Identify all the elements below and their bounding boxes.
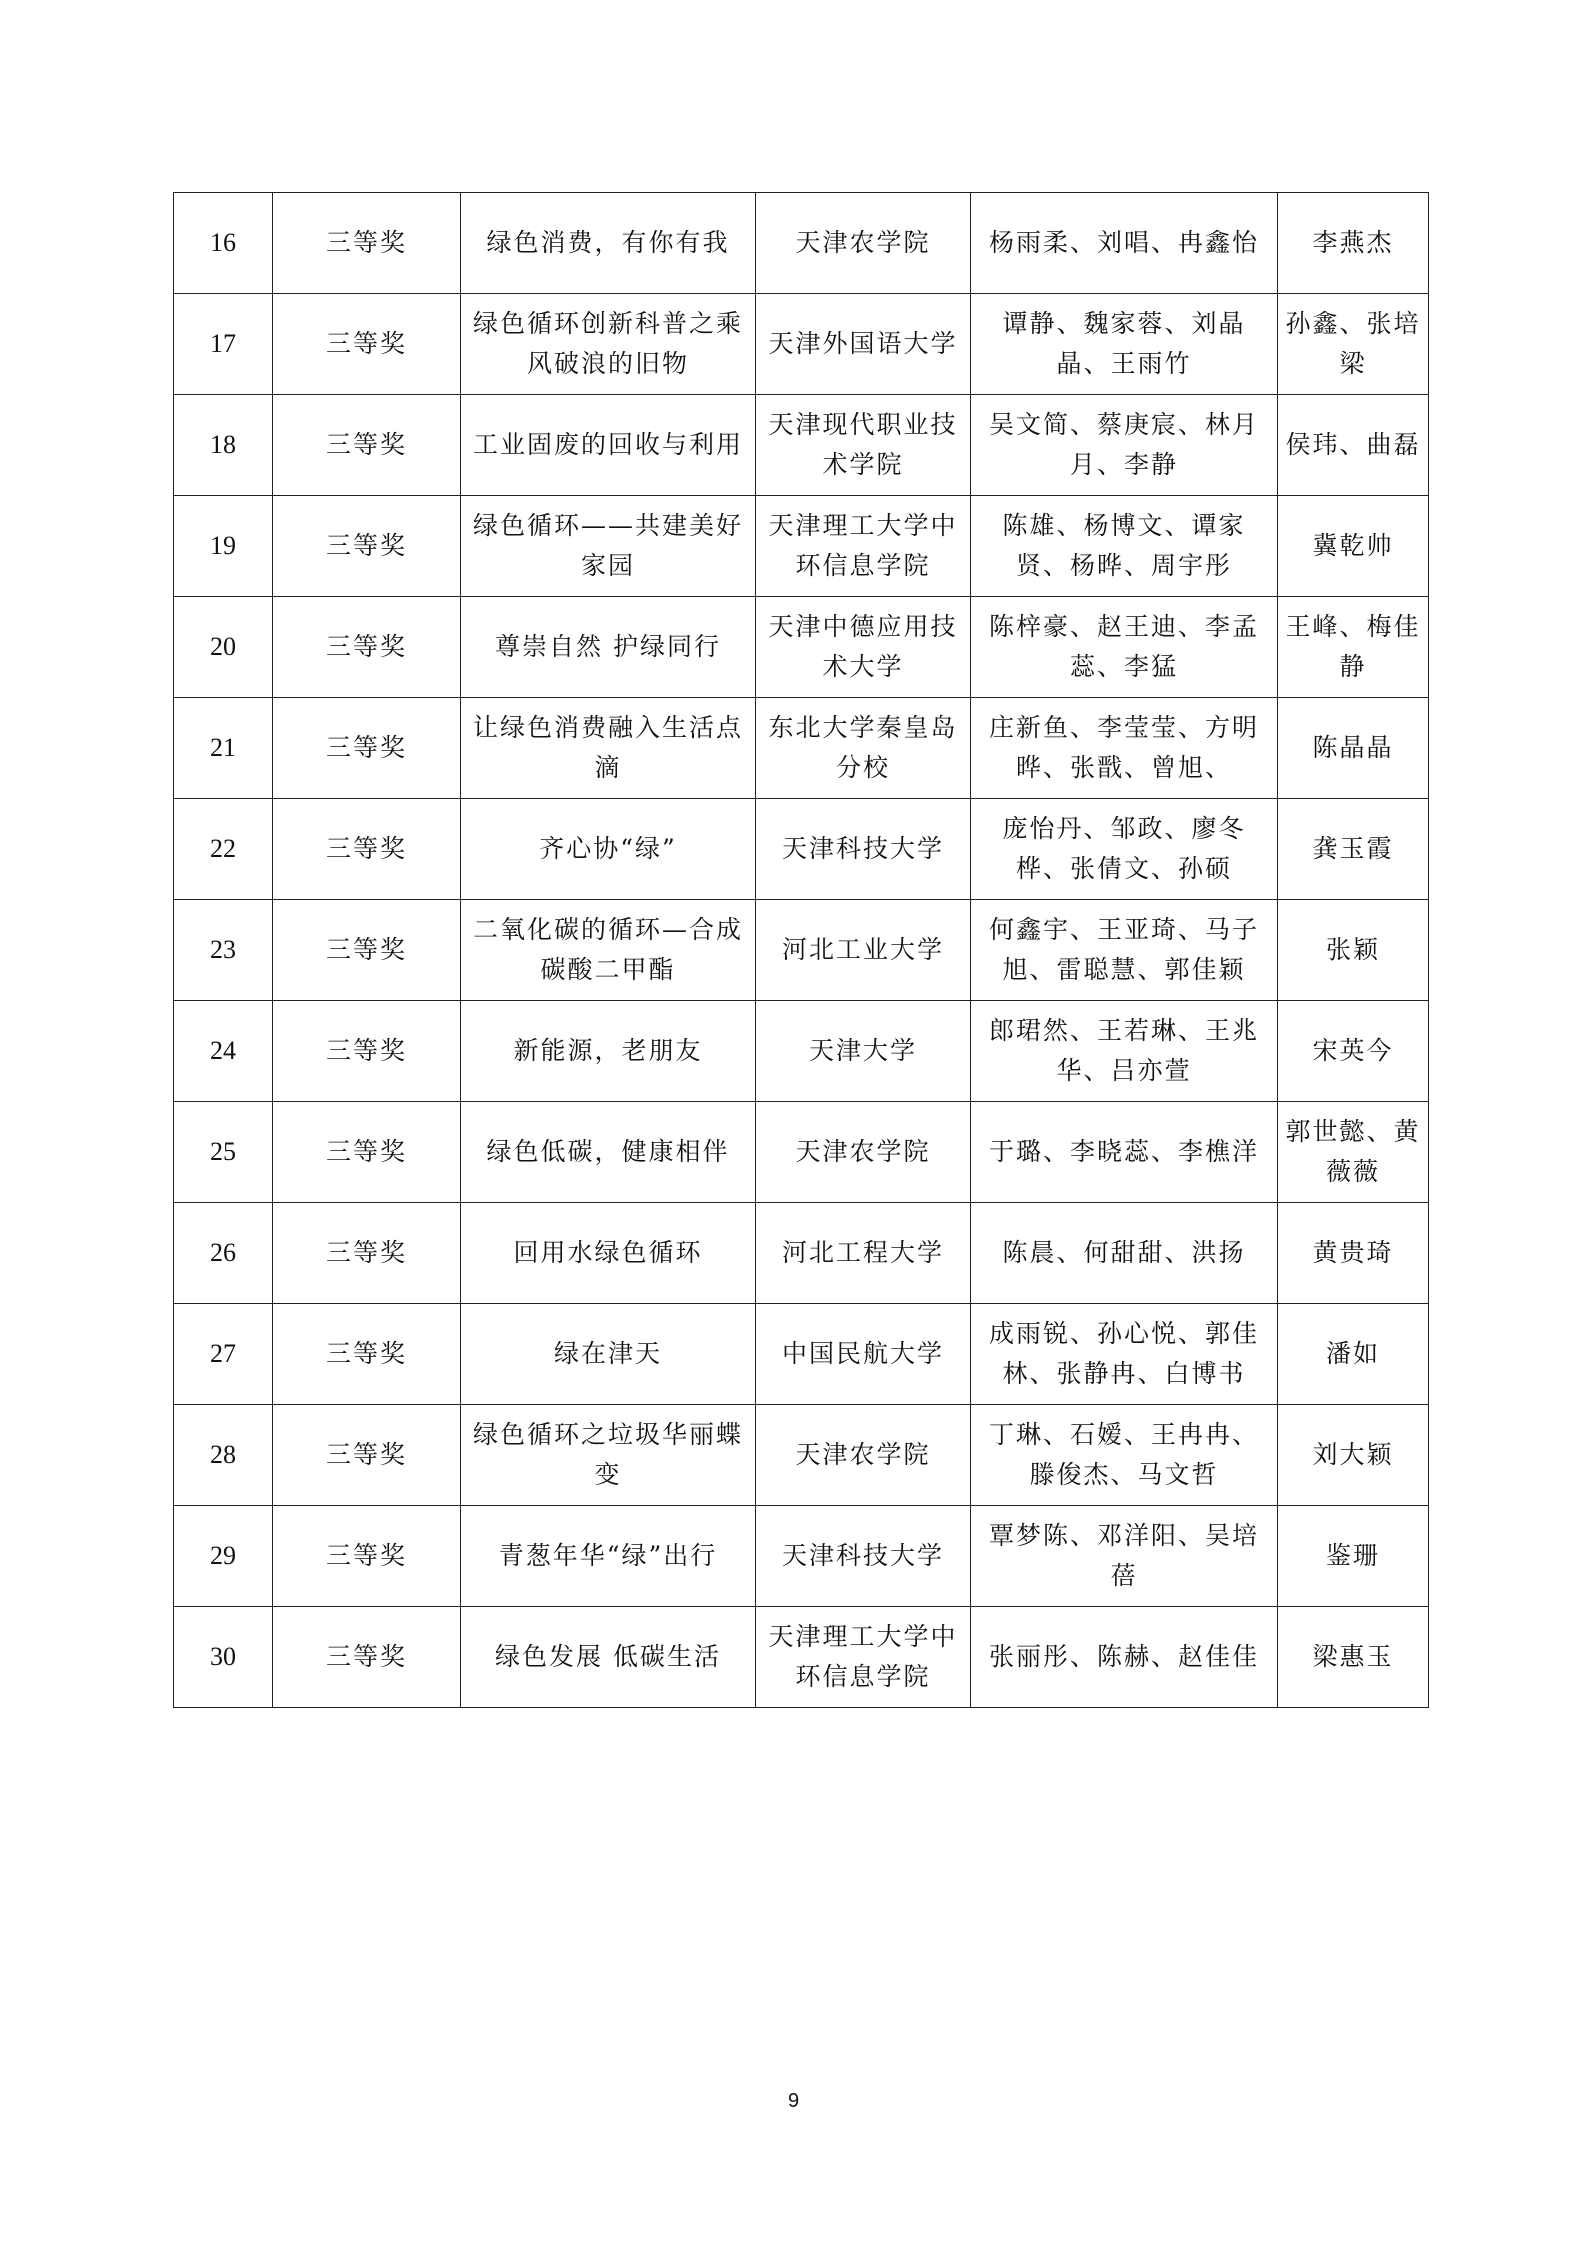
advisor-cell: 陈晶晶 (1278, 698, 1429, 799)
row-number-cell: 23 (174, 900, 273, 1001)
team-members-cell: 陈梓豪、赵王迪、李孟蕊、李猛 (971, 597, 1278, 698)
project-title-cell: 绿色循环创新科普之乘风破浪的旧物 (461, 294, 756, 395)
row-number-cell: 16 (174, 193, 273, 294)
school-cell: 天津大学 (756, 1001, 971, 1102)
team-members-cell: 丁琳、石嫒、王冉冉、滕俊杰、马文哲 (971, 1405, 1278, 1506)
award-level-cell: 三等奖 (273, 597, 461, 698)
team-members-cell: 杨雨柔、刘唱、冉鑫怡 (971, 193, 1278, 294)
school-cell: 天津科技大学 (756, 799, 971, 900)
table-row (174, 1405, 1429, 1506)
award-level-cell: 三等奖 (273, 193, 461, 294)
advisor-cell: 黄贵琦 (1278, 1203, 1429, 1304)
row-number-cell: 21 (174, 698, 273, 799)
award-level-cell: 三等奖 (273, 1304, 461, 1405)
row-number-cell: 19 (174, 496, 273, 597)
advisor-cell: 郭世懿、黄薇薇 (1278, 1102, 1429, 1203)
school-cell: 河北工程大学 (756, 1203, 971, 1304)
team-members-cell: 于璐、李晓蕊、李樵洋 (971, 1102, 1278, 1203)
table-row (174, 1506, 1429, 1607)
school-cell: 天津农学院 (756, 1102, 971, 1203)
advisor-cell: 王峰、梅佳静 (1278, 597, 1429, 698)
table-row (174, 1102, 1429, 1203)
team-members-cell: 成雨锐、孙心悦、郭佳林、张静冉、白博书 (971, 1304, 1278, 1405)
award-level-cell: 三等奖 (273, 1405, 461, 1506)
team-members-cell: 庄新鱼、李莹莹、方明晔、张戬、曾旭、 (971, 698, 1278, 799)
team-members-cell: 何鑫宇、王亚琦、马子旭、雷聪慧、郭佳颖 (971, 900, 1278, 1001)
project-title-cell: 二氧化碳的循环—合成碳酸二甲酯 (461, 900, 756, 1001)
project-title-cell: 回用水绿色循环 (461, 1203, 756, 1304)
advisor-cell: 宋英今 (1278, 1001, 1429, 1102)
award-table-body (174, 193, 1429, 1708)
advisor-cell: 孙鑫、张培梁 (1278, 294, 1429, 395)
school-cell: 天津中德应用技术大学 (756, 597, 971, 698)
school-cell: 天津农学院 (756, 193, 971, 294)
advisor-cell: 鉴珊 (1278, 1506, 1429, 1607)
row-number-cell: 24 (174, 1001, 273, 1102)
school-cell: 天津现代职业技术学院 (756, 395, 971, 496)
advisor-cell: 侯玮、曲磊 (1278, 395, 1429, 496)
school-cell: 中国民航大学 (756, 1304, 971, 1405)
school-cell: 天津科技大学 (756, 1506, 971, 1607)
table-row (174, 597, 1429, 698)
award-level-cell: 三等奖 (273, 395, 461, 496)
school-cell: 河北工业大学 (756, 900, 971, 1001)
advisor-cell: 张颖 (1278, 900, 1429, 1001)
team-members-cell: 陈晨、何甜甜、洪扬 (971, 1203, 1278, 1304)
project-title-cell: 新能源，老朋友 (461, 1001, 756, 1102)
award-level-cell: 三等奖 (273, 1506, 461, 1607)
table-row (174, 395, 1429, 496)
team-members-cell: 张丽彤、陈赫、赵佳佳 (971, 1607, 1278, 1708)
advisor-cell: 刘大颖 (1278, 1405, 1429, 1506)
table-row (174, 193, 1429, 294)
row-number-cell: 27 (174, 1304, 273, 1405)
team-members-cell: 吴文简、蔡庚宸、林月月、李静 (971, 395, 1278, 496)
project-title-cell: 工业固废的回收与利用 (461, 395, 756, 496)
school-cell: 天津理工大学中环信息学院 (756, 496, 971, 597)
row-number-cell: 17 (174, 294, 273, 395)
award-level-cell: 三等奖 (273, 1203, 461, 1304)
team-members-cell: 庞怡丹、邹政、廖冬桦、张倩文、孙硕 (971, 799, 1278, 900)
award-level-cell: 三等奖 (273, 1607, 461, 1708)
project-title-cell: 青葱年华“绿”出行 (461, 1506, 756, 1607)
award-level-cell: 三等奖 (273, 900, 461, 1001)
table-row (174, 496, 1429, 597)
advisor-cell: 李燕杰 (1278, 193, 1429, 294)
team-members-cell: 陈雄、杨博文、谭家贤、杨晔、周宇彤 (971, 496, 1278, 597)
table-row (174, 799, 1429, 900)
award-level-cell: 三等奖 (273, 294, 461, 395)
row-number-cell: 18 (174, 395, 273, 496)
school-cell: 天津农学院 (756, 1405, 971, 1506)
row-number-cell: 20 (174, 597, 273, 698)
table-row (174, 294, 1429, 395)
school-cell: 东北大学秦皇岛分校 (756, 698, 971, 799)
project-title-cell: 绿色发展 低碳生活 (461, 1607, 756, 1708)
advisor-cell: 潘如 (1278, 1304, 1429, 1405)
award-table (173, 192, 1429, 1708)
project-title-cell: 绿色循环——共建美好家园 (461, 496, 756, 597)
advisor-cell: 梁惠玉 (1278, 1607, 1429, 1708)
row-number-cell: 22 (174, 799, 273, 900)
team-members-cell: 覃梦陈、邓洋阳、吴培蓓 (971, 1506, 1278, 1607)
table-row (174, 1607, 1429, 1708)
table-row (174, 698, 1429, 799)
project-title-cell: 绿在津天 (461, 1304, 756, 1405)
award-level-cell: 三等奖 (273, 698, 461, 799)
advisor-cell: 冀乾帅 (1278, 496, 1429, 597)
award-level-cell: 三等奖 (273, 1001, 461, 1102)
row-number-cell: 26 (174, 1203, 273, 1304)
row-number-cell: 29 (174, 1506, 273, 1607)
page-number: 9 (787, 2090, 800, 2112)
row-number-cell: 30 (174, 1607, 273, 1708)
table-row (174, 1001, 1429, 1102)
school-cell: 天津外国语大学 (756, 294, 971, 395)
advisor-cell: 龚玉霞 (1278, 799, 1429, 900)
award-level-cell: 三等奖 (273, 1102, 461, 1203)
table-row (174, 1304, 1429, 1405)
project-title-cell: 绿色低碳，健康相伴 (461, 1102, 756, 1203)
award-level-cell: 三等奖 (273, 799, 461, 900)
project-title-cell: 绿色循环之垃圾华丽蝶变 (461, 1405, 756, 1506)
school-cell: 天津理工大学中环信息学院 (756, 1607, 971, 1708)
project-title-cell: 绿色消费，有你有我 (461, 193, 756, 294)
project-title-cell: 让绿色消费融入生活点滴 (461, 698, 756, 799)
project-title-cell: 齐心协“绿” (461, 799, 756, 900)
row-number-cell: 25 (174, 1102, 273, 1203)
team-members-cell: 郎珺然、王若琳、王兆华、吕亦萱 (971, 1001, 1278, 1102)
team-members-cell: 谭静、魏家蓉、刘晶晶、王雨竹 (971, 294, 1278, 395)
table-row (174, 1203, 1429, 1304)
project-title-cell: 尊崇自然 护绿同行 (461, 597, 756, 698)
row-number-cell: 28 (174, 1405, 273, 1506)
award-level-cell: 三等奖 (273, 496, 461, 597)
table-row (174, 900, 1429, 1001)
